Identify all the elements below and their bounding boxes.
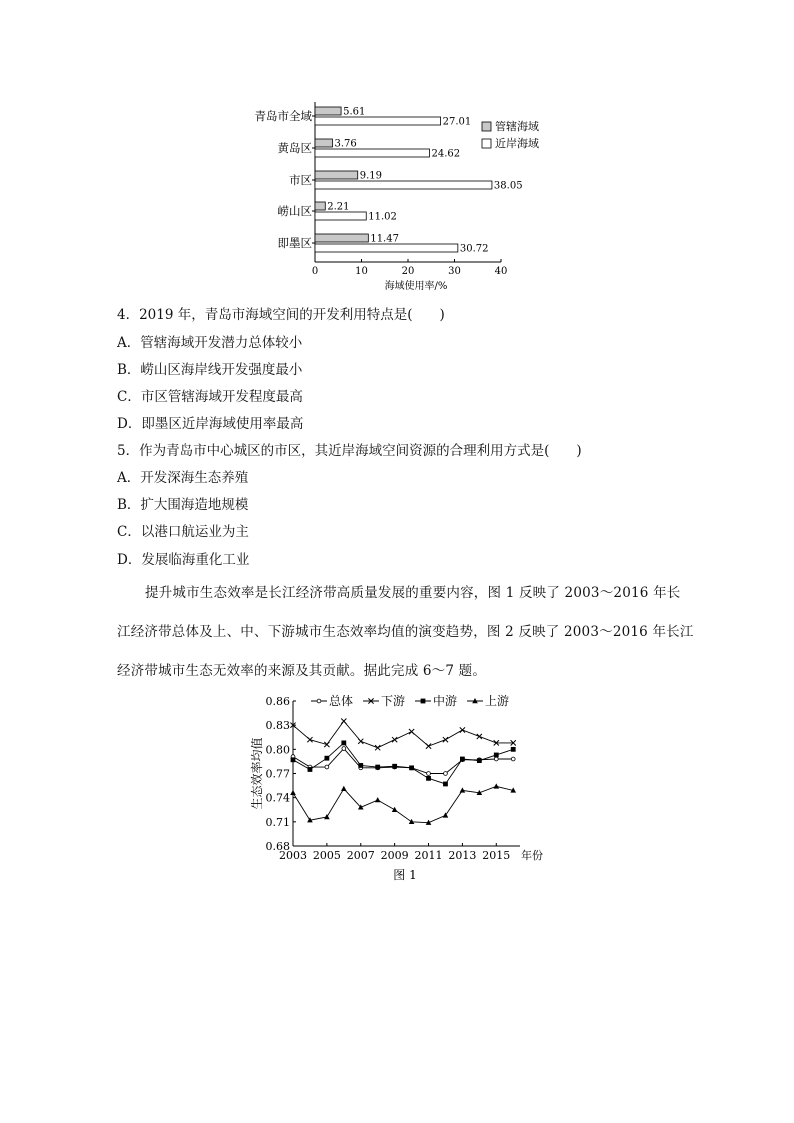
sea-use-bar-chart <box>240 94 560 294</box>
bar-value-label: 38.05 <box>493 180 523 192</box>
data-point <box>358 739 363 744</box>
data-point <box>325 765 329 769</box>
y-tick-label: 0.68 <box>265 840 290 853</box>
q5-option-c: C．以港口航运业为主 <box>117 524 249 540</box>
data-point <box>493 783 499 788</box>
data-point <box>427 772 431 776</box>
data-point <box>426 776 431 781</box>
data-point <box>307 737 312 742</box>
q5-option-b: B．扩大围海造地规模 <box>117 497 249 513</box>
bar-nearshore <box>315 149 429 157</box>
question-4-stem: 4．2019 年，青岛市海域空间的开发利用特点是( ) <box>117 307 445 323</box>
bar-managed <box>315 171 358 179</box>
bar-value-label: 5.61 <box>343 106 366 118</box>
legend-swatch <box>482 122 491 131</box>
data-point <box>290 790 296 795</box>
q4-option-c: C．市区管辖海域开发程度最高 <box>117 389 303 405</box>
x-tick-label: 2005 <box>312 849 341 862</box>
data-point <box>375 745 380 750</box>
q4-option-a: A．管辖海域开发潜力总体较小 <box>117 335 303 351</box>
y-tick-label: 0.77 <box>265 767 290 781</box>
y-tick-label: 0.80 <box>265 743 290 757</box>
legend-label: 近岸海域 <box>495 137 539 150</box>
category-label: 崂山区 <box>277 204 312 218</box>
data-point <box>324 742 329 747</box>
category-label: 青岛市全域 <box>254 109 312 123</box>
x-tick-label: 30 <box>448 266 461 277</box>
data-point <box>477 758 482 763</box>
data-point <box>342 747 346 751</box>
q4-option-b: B．崂山区海岸线开发强度最小 <box>117 362 303 378</box>
y-tick-label: 0.86 <box>265 695 290 708</box>
y-tick-label: 0.83 <box>265 719 290 733</box>
x-tick-label: 2015 <box>482 849 511 862</box>
data-point <box>409 729 414 734</box>
passage-line-2: 江经济带总体及上、中、下游城市生态效率均值的演变趋势，图 2 反映了 2003～2016 年长江 <box>117 624 694 640</box>
bar-managed <box>315 107 341 115</box>
data-point <box>444 772 448 776</box>
category-label: 黄岛区 <box>277 141 312 155</box>
data-point <box>392 737 397 742</box>
figure-caption: 图 1 <box>393 868 417 882</box>
bar-managed <box>315 234 368 242</box>
data-point <box>409 819 415 824</box>
legend-label: 管辖海域 <box>495 120 539 133</box>
data-point <box>392 807 398 812</box>
data-point <box>375 797 381 802</box>
q4-option-d: D．即墨区近岸海域使用率最高 <box>117 416 304 432</box>
bar-group <box>278 139 461 160</box>
x-tick-label: 2009 <box>380 849 409 862</box>
bar-value-label: 11.47 <box>370 233 399 245</box>
bar-chart-legend <box>482 119 539 150</box>
legend-label: 下游 <box>381 694 406 708</box>
data-point <box>358 763 363 768</box>
series-triangle <box>290 783 516 824</box>
data-point <box>341 786 347 791</box>
x-tick-label: 2007 <box>346 849 375 862</box>
data-point <box>477 734 482 739</box>
x-tick-label: 2003 <box>279 849 307 862</box>
data-point <box>511 747 516 752</box>
x-axis-title: 年份 <box>521 849 543 862</box>
x-tick-label: 20 <box>401 266 415 277</box>
passage-line-3: 经济带城市生态无效率的来源及其贡献。据此完成 6～7 题。 <box>117 663 487 679</box>
y-axis-title: 生态效率均值 <box>250 737 264 810</box>
data-point <box>511 757 515 761</box>
x-tick-label: 2013 <box>448 849 477 862</box>
data-point <box>443 782 448 787</box>
series-line <box>293 743 513 784</box>
bar-nearshore <box>315 181 492 189</box>
data-point <box>317 699 321 703</box>
bar-group <box>255 107 472 128</box>
x-tick-label: 40 <box>494 266 508 277</box>
data-point <box>308 767 313 772</box>
bar-value-label: 3.76 <box>334 138 357 150</box>
y-tick-label: 0.74 <box>265 791 290 805</box>
data-point <box>494 753 499 758</box>
bar-nearshore <box>315 117 441 125</box>
category-label: 即墨区 <box>277 236 312 250</box>
data-point <box>494 757 498 761</box>
legend-label: 上游 <box>485 694 510 708</box>
x-tick-label: 10 <box>355 266 368 277</box>
bar-value-label: 11.02 <box>368 211 397 223</box>
data-point <box>460 757 465 762</box>
passage-line-1: 提升城市生态效率是长江经济带高质量发展的重要内容，图 1 反映了 2003～2016 年长 <box>145 585 681 601</box>
data-point <box>409 765 414 770</box>
data-point <box>341 719 346 724</box>
legend-swatch <box>482 139 491 148</box>
bar-value-label: 27.01 <box>442 116 472 128</box>
x-tick-label: 0 <box>311 266 319 277</box>
bar-group <box>278 202 397 223</box>
q5-option-d: D．发展临海重化工业 <box>117 552 250 568</box>
category-label: 市区 <box>289 173 312 187</box>
bar-nearshore <box>315 244 458 252</box>
series-x <box>290 719 515 751</box>
legend-label: 中游 <box>433 694 458 708</box>
data-point <box>426 744 431 749</box>
data-point <box>443 737 448 742</box>
data-point <box>375 765 380 770</box>
bar-group <box>278 234 489 255</box>
series-square <box>291 740 516 786</box>
bar-group <box>289 171 523 192</box>
bar-value-label: 30.72 <box>459 243 489 255</box>
question-5-stem: 5．作为青岛市中心城区的市区，其近岸海域空间资源的合理利用方式是( ) <box>117 443 582 459</box>
data-point <box>421 699 426 704</box>
eco-efficiency-line-chart <box>245 688 543 883</box>
x-axis-title: 海域使用率/% <box>384 281 448 292</box>
bar-value-label: 2.21 <box>327 201 350 213</box>
bar-value-label: 9.19 <box>359 170 382 182</box>
data-point <box>341 740 346 745</box>
data-point <box>392 764 397 769</box>
bar-chart-axes <box>312 102 508 292</box>
bar-managed <box>315 139 332 147</box>
data-point <box>324 814 330 819</box>
data-point <box>460 787 466 792</box>
bar-value-label: 24.62 <box>431 148 461 160</box>
legend-label: 总体 <box>329 694 354 708</box>
data-point <box>324 756 329 761</box>
data-point <box>291 757 296 762</box>
bar-nearshore <box>315 212 366 220</box>
data-point <box>460 727 465 732</box>
line-chart-legend <box>311 693 509 708</box>
bar-managed <box>315 202 325 210</box>
x-tick-label: 2011 <box>414 849 443 862</box>
q5-option-a: A．开发深海生态养殖 <box>117 470 249 486</box>
y-tick-label: 0.71 <box>265 815 290 829</box>
